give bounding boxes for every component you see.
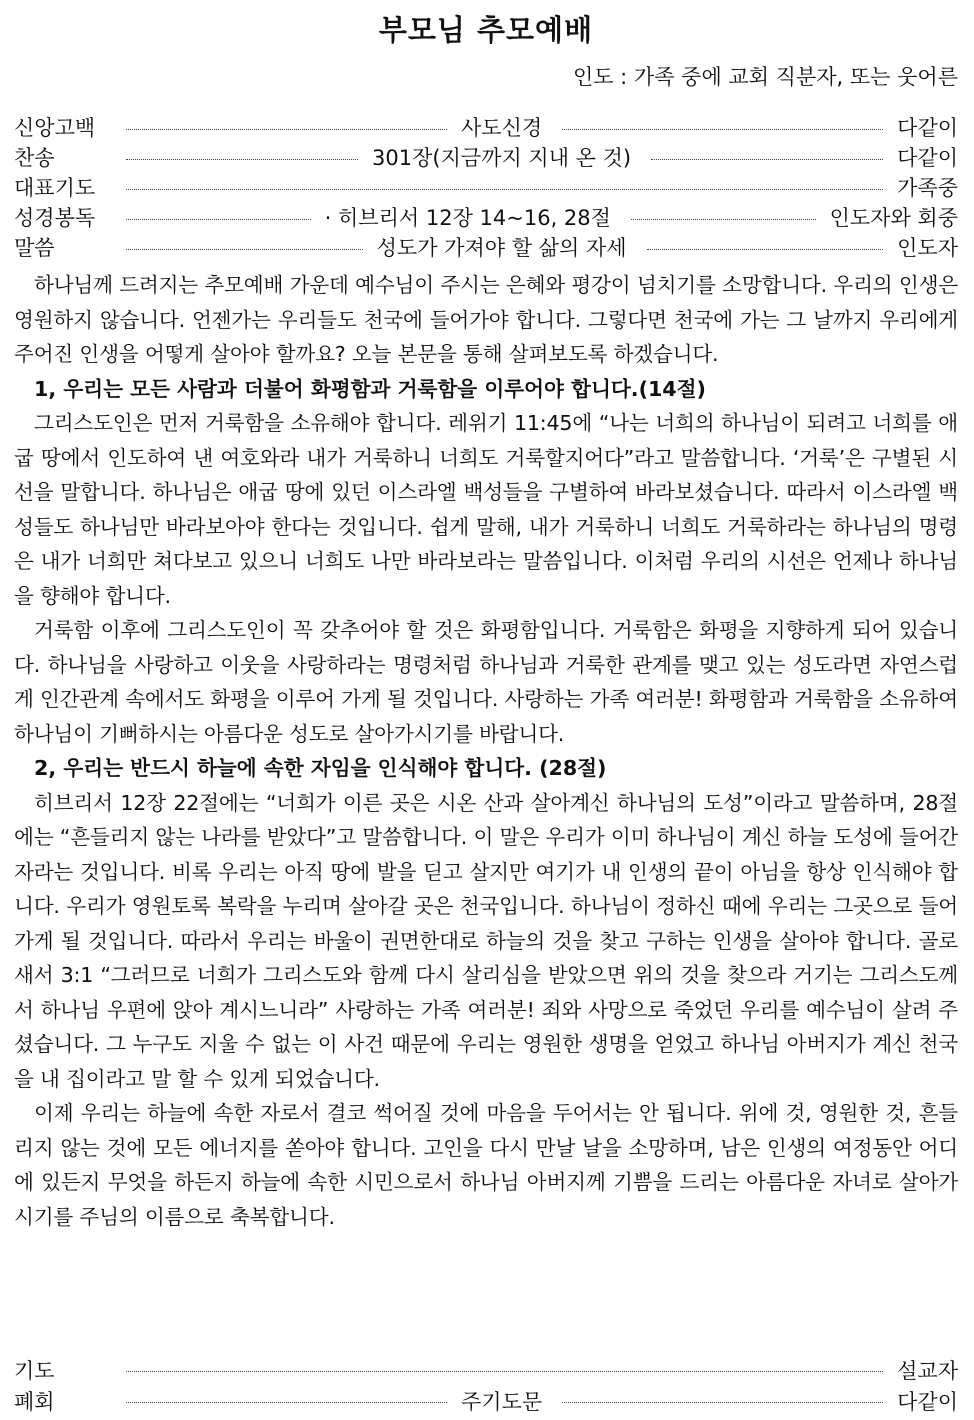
- dotted-leader: [126, 249, 363, 250]
- order-label: 성경봉독: [14, 206, 96, 230]
- dotted-leader: [126, 129, 447, 130]
- order-participant: 설교자: [897, 1358, 958, 1383]
- order-item: 사도신경: [461, 116, 543, 140]
- order-item: 301장(지금까지 지내 온 것): [372, 146, 632, 170]
- order-row-sermon: [14, 232, 958, 262]
- point1-paragraph-2: 거룩함 이후에 그리스도인이 꼭 갖추어야 할 것은 화평함입니다. 거룩함은 화평을 지향하게 되어 있습니다. 하나님을 사랑하고 이웃을 사랑하라는 명령처럼 하나님과 거룩한 관계를 맺고 있는 성도라면 자연스럽게 인간관계 속에서도 화평을 이루어 가게 될 것입니다. 사랑하는 가족 여러분! 화평함과 거룩함을 소유하여 하나님이 기뻐하시는 아름다운 성도로 살아가시기를 바랍니다.: [14, 618, 958, 746]
- dotted-leader: [126, 189, 883, 190]
- order-row-hymn: [14, 142, 958, 172]
- dotted-leader: [651, 159, 883, 160]
- closing-order: [14, 1354, 958, 1416]
- point2-paragraph-2: 이제 우리는 하늘에 속한 자로서 결코 썩어질 것에 마음을 두어서는 안 됩니다. 위에 것, 영원한 것, 흔들리지 않는 것에 모든 에너지를 쏟아야 합니다. 고인을 다시 만날 날을 소망하며, 남은 인생의 여정동안 어디에 있든지 무엇을 하든지 하늘에 속한 시민으로서 하나님 아버지께 기쁨을 드리는 아름다운 자녀로 살아가시기를 주님의 이름으로 축복합니다.: [14, 1101, 958, 1229]
- worship-order: [14, 112, 958, 262]
- order-participant: 다같이: [897, 1389, 959, 1414]
- order-item: 성도가 가져야 할 삶의 자세: [376, 236, 627, 260]
- intro-paragraph: 하나님께 드려지는 추모예배 가운데 예수님이 주시는 은혜와 평강이 넘치기를 소망합니다. 우리의 인생은 영원하지 않습니다. 언젠가는 우리들도 천국에 들어가야 합니다. 그렇다면 천국에 가는 그 날까지 우리에게 주어진 인생을 어떻게 살아야 할까요? 오늘 본문을 통해 살펴보도록 하겠습니다.: [14, 273, 958, 366]
- point1-heading: 1, 우리는 모든 사람과 더불어 화평함과 거룩함을 이루어야 합니다.(14절): [34, 376, 706, 401]
- order-label: 말씀: [14, 236, 55, 260]
- order-row-closing-prayer: [14, 1354, 958, 1385]
- order-participant: 인도자: [897, 236, 958, 260]
- order-label: 기도: [14, 1358, 55, 1383]
- dotted-leader: [631, 219, 816, 220]
- order-participant: 인도자와 회중: [829, 206, 958, 230]
- order-participant: 가족중: [897, 176, 958, 200]
- point2-paragraph-1: 히브리서 12장 22절에는 “너희가 이른 곳은 시온 산과 살아계신 하나님의 도성”이라고 말씀하며, 28절에는 “흔들리지 않는 나라를 받았다”고 말씀합니다. 이 말은 우리가 이미 하나님이 계신 하늘 도성에 들어간 자라는 것입니다. 비록 우리는 아직 땅에 발을 딛고 살지만 여기가 내 인생의 끝이 아님을 항상 인식해야 합니다. 우리가 영원토록 복락을 누리며 살아갈 곳은 천국입니다. 하나님이 정하신 때에 우리는 그곳으로 들어가게 될 것입니다. 따라서 우리는 바울이 권면한대로 하늘의 것을 찾고 구하는 인생을 살아야 합니다. 골로새서 3:1 “그러므로 너희가 그리스도와 함께 다시 살리심을 받았으면 위의 것을 찾으라 거기는 그리스도께서 하나님 우편에 앉아 계시느니라” 사랑하는 가족 여러분! 죄와 사망으로 죽었던 우리를 예수님이 살려 주셨습니다. 그 누구도 지울 수 없는 이 사건 때문에 우리는 영원한 생명을 얻었고 하나님 아버지가 계신 천국을 내 집이라고 말 할 수 있게 되었습니다.: [14, 790, 958, 1091]
- order-label: 찬송: [14, 146, 55, 170]
- sermon-body: [14, 268, 958, 1234]
- page-title: 부모님 추모예배: [378, 13, 594, 47]
- order-participant: 다같이: [897, 146, 958, 170]
- order-row-dismissal: [14, 1385, 958, 1416]
- order-participant: 다같이: [897, 116, 959, 140]
- order-label: 대표기도: [14, 176, 96, 200]
- point1-paragraph-1: 그리스도인은 먼저 거룩함을 소유해야 합니다. 레위기 11:45에 “나는 너희의 하나님이 되려고 너희를 애굽 땅에서 인도하여 낸 여호와라 내가 거룩하니 너희도 거룩할지어다”라고 말씀합니다. ‘거룩’은 구별된 시선을 말합니다. 하나님은 애굽 땅에 있던 이스라엘 백성들을 구별하여 바라보셨습니다. 따라서 이스라엘 백성들도 하나님만 바라보아야 한다는 것입니다. 쉽게 말해, 내가 거룩하니 너희도 거룩하라는 하나님의 명령은 내가 너희만 쳐다보고 있으니 너희도 나만 바라보라는 말씀입니다. 이처럼 우리의 시선은 언제나 하나님을 향해야 합니다.: [14, 411, 958, 608]
- order-row-prayer: [14, 172, 958, 202]
- point2-heading: 2, 우리는 반드시 하늘에 속한 자임을 인식해야 합니다. (28절): [34, 756, 607, 780]
- dotted-leader: [562, 129, 883, 130]
- order-item: 주기도문: [461, 1389, 543, 1414]
- dotted-leader: [647, 249, 884, 250]
- dotted-leader: [126, 159, 358, 160]
- order-row-scripture: [14, 202, 958, 232]
- leader-note: 인도 : 가족 중에 교회 직분자, 또는 웃어른: [572, 65, 958, 89]
- dotted-leader: [562, 1402, 883, 1403]
- order-item: · 히브리서 12장 14~16, 28절: [324, 206, 611, 230]
- dotted-leader: [126, 1402, 447, 1403]
- order-label: 신앙고백: [14, 116, 96, 140]
- dotted-leader: [126, 1371, 883, 1372]
- dotted-leader: [126, 219, 311, 220]
- order-row-creed: [14, 112, 958, 142]
- order-label: 폐회: [14, 1389, 55, 1414]
